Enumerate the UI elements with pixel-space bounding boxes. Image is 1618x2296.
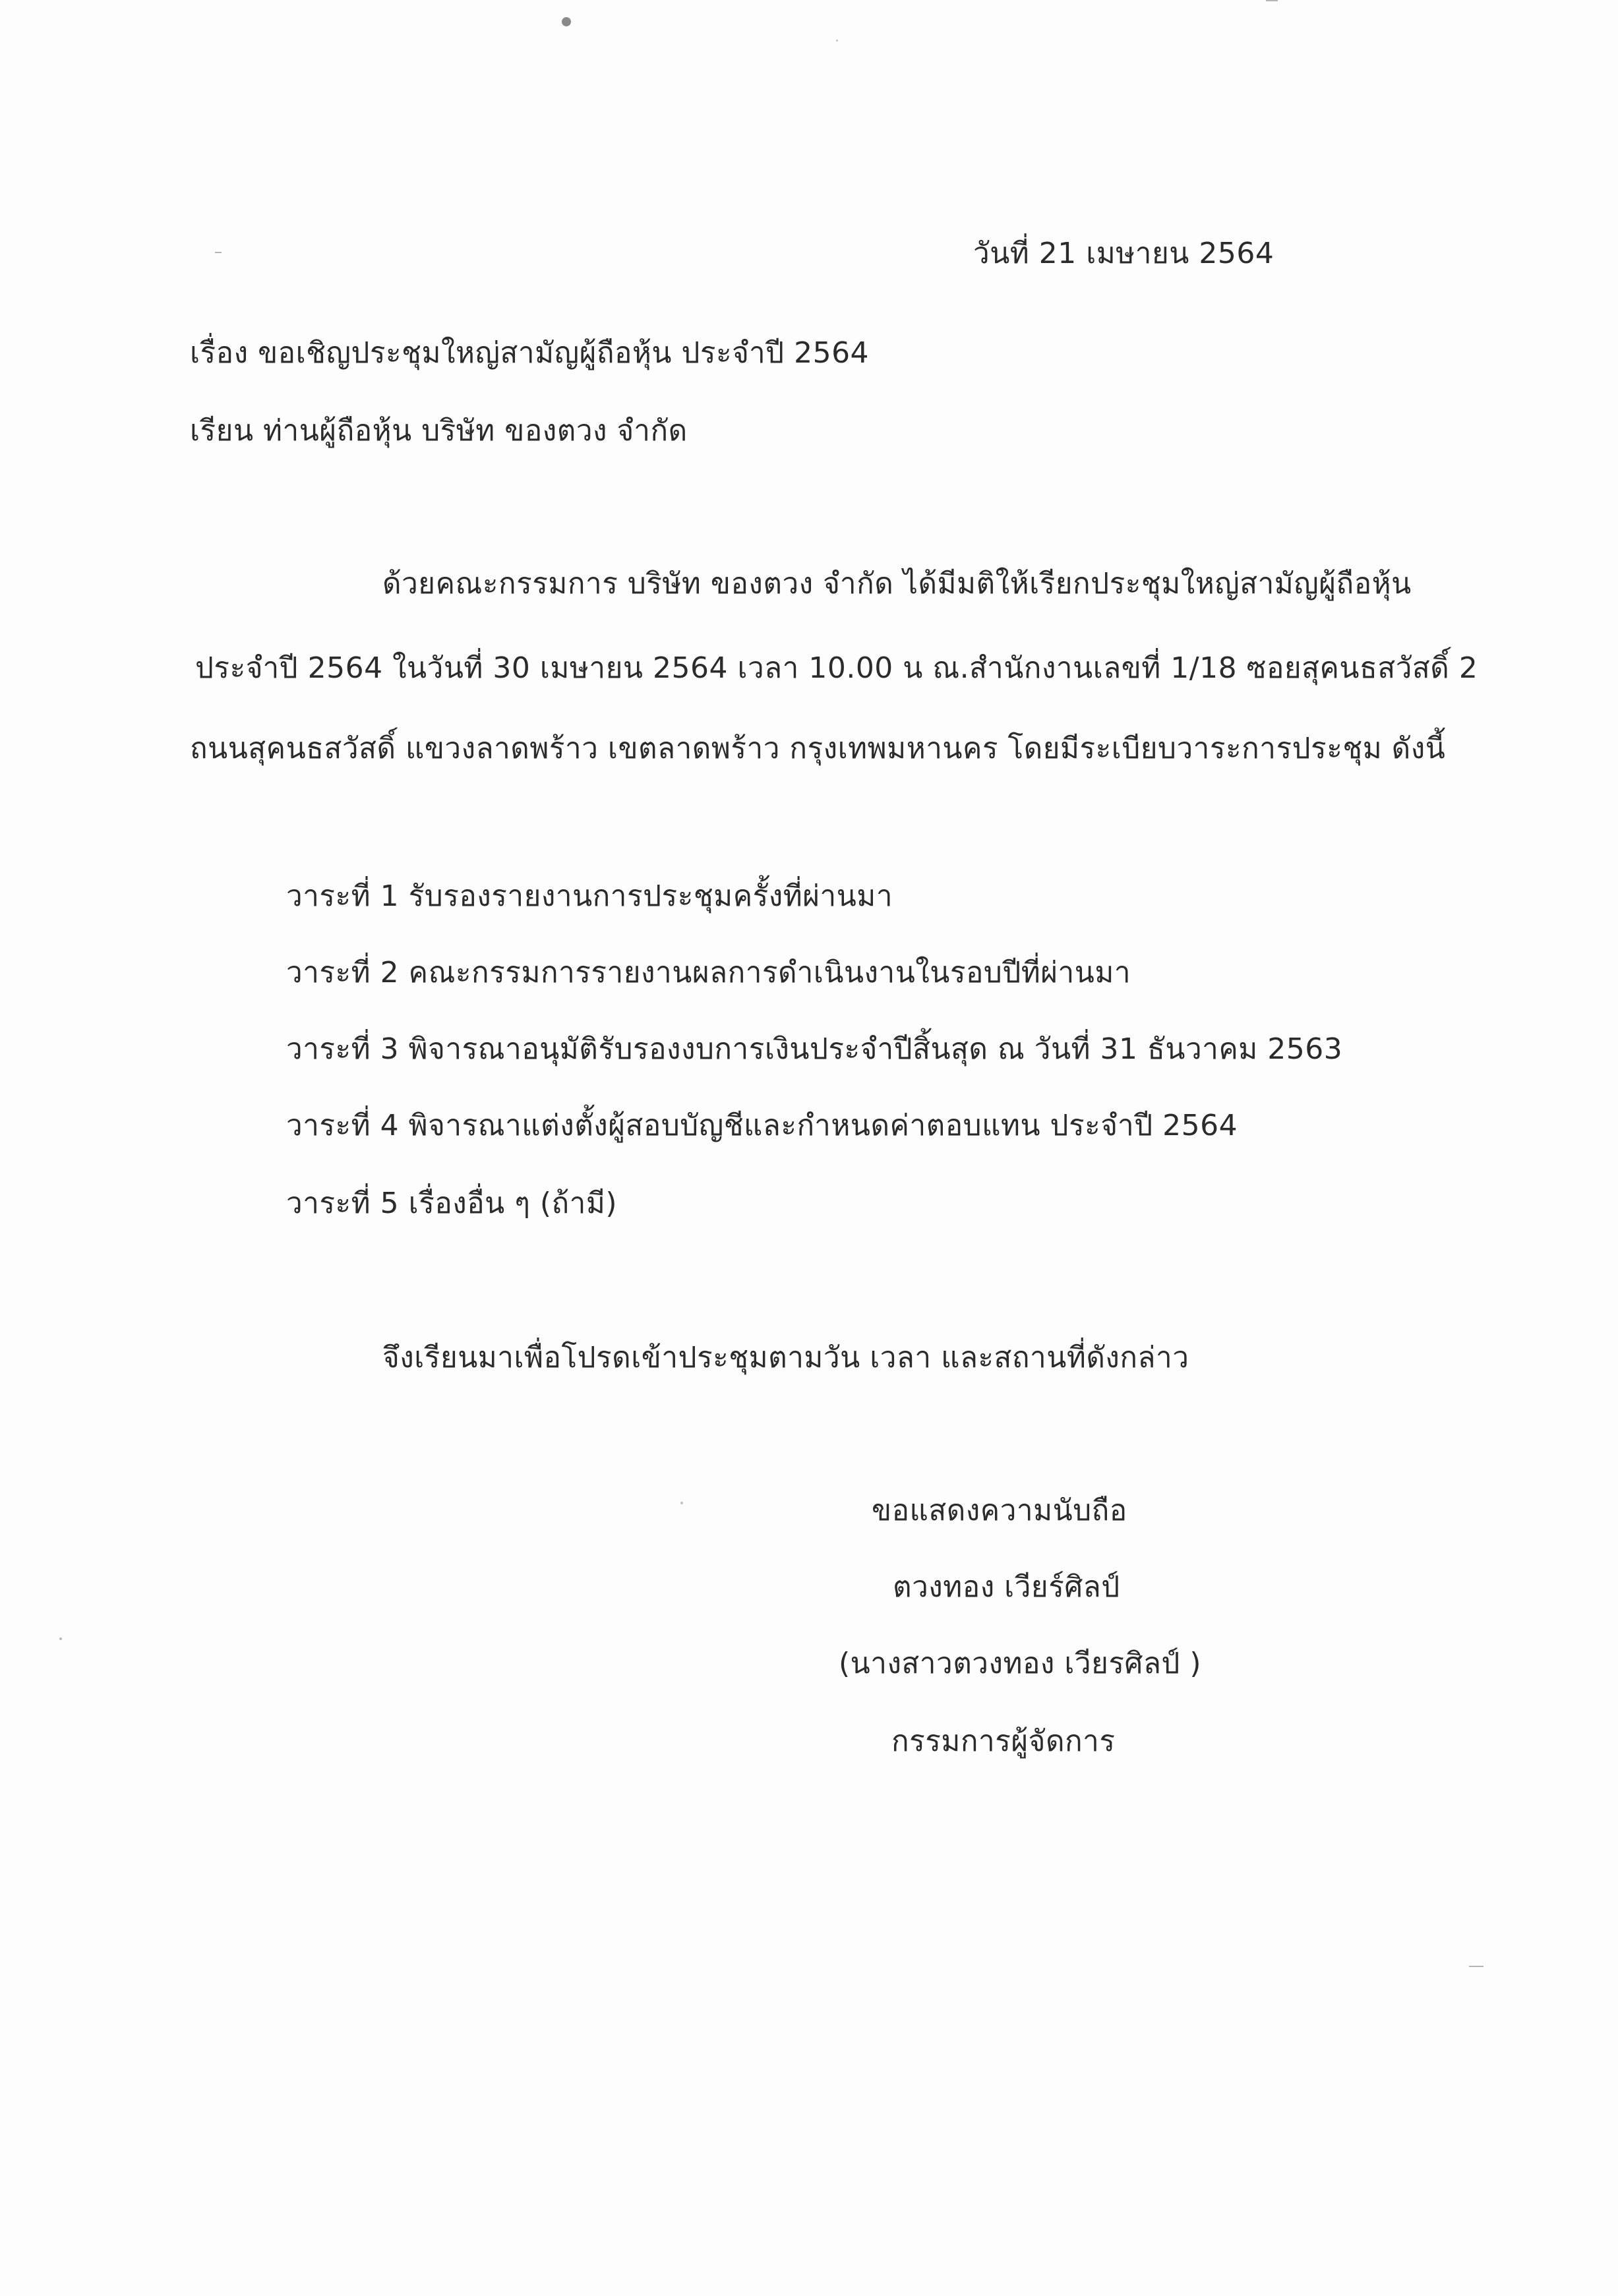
signature-name: ตวงทอง เวียร์ศิลป์ [893, 1570, 1120, 1604]
body-line-3: ถนนสุคนธสวัสดิ์ แขวงลาดพร้าว เขตลาดพร้าว กรุงเทพมหานคร โดยมีระเบียบวาระการประชุม ดังนี้ [190, 732, 1446, 765]
letter-closing: จึงเรียนมาเพื่อโปรดเข้าประชุมตามวัน เวลา และสถานที่ดังกล่าว [382, 1341, 1189, 1374]
letter-date: วันที่ 21 เมษายน 2564 [973, 237, 1274, 270]
signature-printed-name: (นางสาวตวงทอง เวียรศิลป์ ) [839, 1647, 1202, 1680]
letter-salutation: เรียน ท่านผู้ถือหุ้น บริษัท ของตวง จำกัด [190, 414, 688, 448]
body-line-1: ด้วยคณะกรรมการ บริษัท ของตวง จำกัด ได้มีมติให้เรียกประชุมใหญ่สามัญผู้ถือหุ้น [382, 567, 1412, 601]
agenda-item-3: วาระที่ 3 พิจารณาอนุมัติรับรองงบการเงินประจำปีสิ้นสุด ณ วันที่ 31 ธันวาคม 2563 [286, 1032, 1343, 1066]
signature-regards: ขอแสดงความนับถือ [872, 1494, 1127, 1527]
scan-speck [59, 1637, 62, 1640]
scan-speck [836, 40, 838, 42]
scan-speck [680, 1502, 683, 1504]
body-line-2: ประจำปี 2564 ในวันที่ 30 เมษายน 2564 เวลา 10.00 น ณ.สำนักงานเลขที่ 1/18 ซอยสุคนธสวัสดิ์ 2 [195, 651, 1478, 685]
scan-speck [562, 17, 571, 26]
agenda-item-1: วาระที่ 1 รับรองรายงานการประชุมครั้งที่ผ่านมา [286, 879, 893, 913]
agenda-item-5: วาระที่ 5 เรื่องอื่น ๆ (ถ้ามี) [286, 1187, 618, 1220]
signature-position: กรรมการผู้จัดการ [891, 1724, 1116, 1758]
scan-mark [215, 252, 222, 253]
letter-subject: เรื่อง ขอเชิญประชุมใหญ่สามัญผู้ถือหุ้น ประจำปี 2564 [190, 336, 870, 370]
agenda-item-4: วาระที่ 4 พิจารณาแต่งตั้งผู้สอบบัญชีและกำหนดค่าตอบแทน ประจำปี 2564 [286, 1109, 1238, 1142]
scan-mark [1469, 1966, 1483, 1967]
agenda-item-2: วาระที่ 2 คณะกรรมการรายงานผลการดำเนินงานในรอบปีที่ผ่านมา [286, 956, 1131, 989]
scan-mark [1266, 0, 1278, 1]
